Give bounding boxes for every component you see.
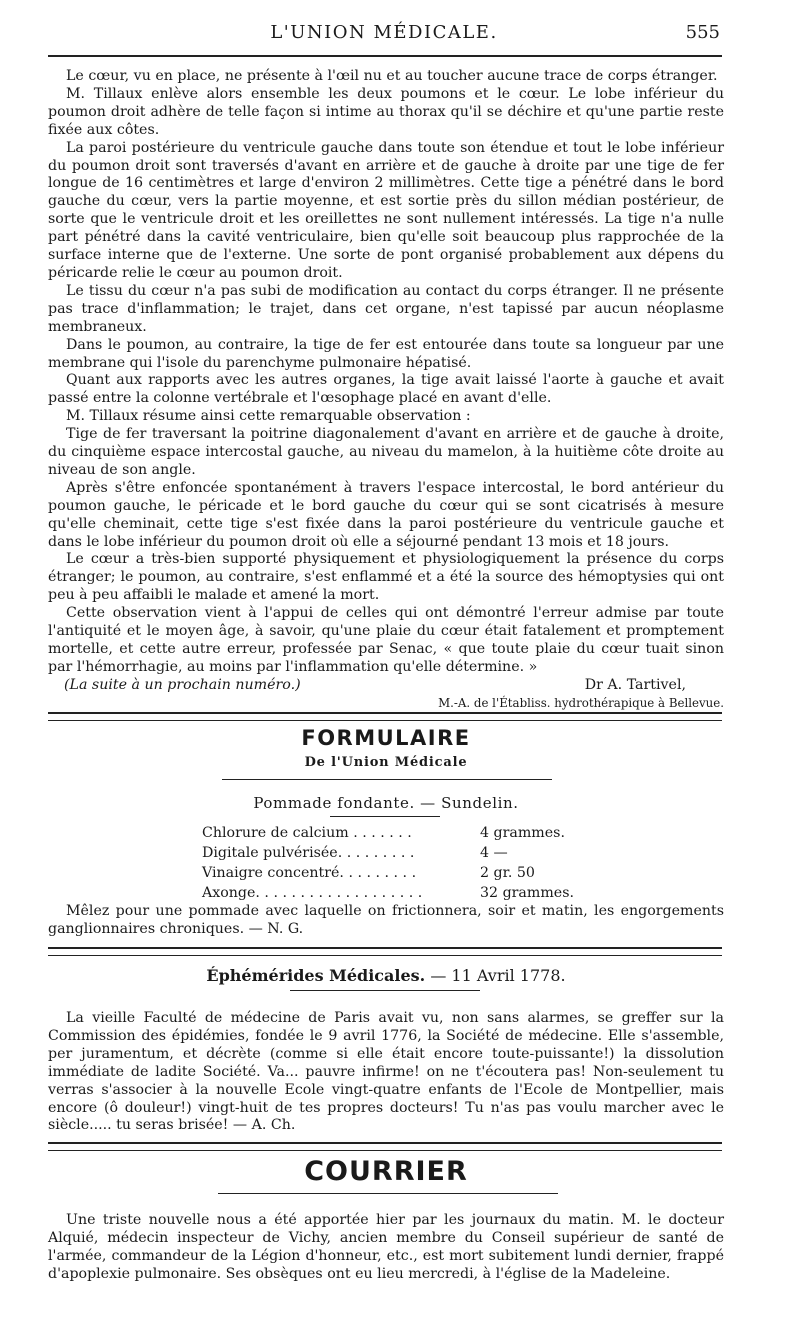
article-paragraph: Cette observation vient à l'appui de celles qui ont démontré l'erreur admise par toute l'antiquité et le moyen âge, à savoir, qu'une plaie du cœur était fatalement et promptement mortelle, et cette autre erreur, professée par Senac, « que toute plaie du cœur tuait sinon par l'hémorrhagie, au moins par l'inflammation qu'elle détermine. » (48, 605, 724, 675)
ingredient-row (202, 823, 622, 843)
article-paragraph: Quant aux rapports avec les autres organes, la tige avait laissé l'aorte à gauche et avait passé entre la colonne vertébrale et l'œsophage placé en avant d'elle. (48, 372, 724, 407)
article-paragraph: Le cœur, vu en place, ne présente à l'œil nu et au toucher aucune trace de corps étranger. (66, 68, 718, 84)
article-paragraph: Dans le poumon, au contraire, la tige de fer est entourée dans toute sa longueur par une membrane qui l'isole du parenchyme pulmonaire hépatisé. (48, 336, 724, 371)
courrier-rule (218, 1193, 558, 1194)
page-number: 555 (685, 22, 720, 43)
page-header (48, 22, 720, 50)
article-paragraph: Le tissu du cœur n'a pas subi de modification au contact du corps étranger. Il ne présente pas trace d'inflammation; le trajet, dans cet organe, n'est tapissé par aucun néoplasme membraneux. (48, 282, 724, 335)
ingredient-quantity: 4 grammes. (480, 825, 565, 841)
courrier-title: COURRIER (304, 1156, 468, 1187)
courrier-text: Une triste nouvelle nous a été apportée hier par les journaux du matin. M. le docteur Alquié, médecin inspecteur de Vichy, ancien membre du Conseil supérieur de santé de l'armée, commandeur de la Légion d'honneur, etc., est mort subitement lundi dernier, frappé d'apoplexie pulmonaire. Ses obsèques ont eu lieu mercredi, à l'église de la Madeleine. (48, 1212, 724, 1282)
ingredient-name: Axonge. . . . . . . . . . . . . . . . . . . (202, 885, 423, 901)
recipe-title: Pommade fondante. — Sundelin. (253, 794, 519, 812)
signature-row (48, 677, 724, 695)
ephemerides-date: — 11 Avril 1778. (430, 966, 566, 985)
ingredient-row (202, 883, 622, 903)
header-rule (48, 55, 722, 57)
ingredient-row (202, 863, 622, 883)
formulaire-subtitle: De l'Union Médicale (304, 755, 468, 770)
formulaire-rule (222, 779, 552, 780)
recipe-instructions-block (48, 903, 724, 939)
ephemerides-heading: Éphémérides Médicales. (206, 966, 426, 985)
article-paragraph: M. Tillaux enlève alors ensemble les deux poumons et le cœur. Le lobe inférieur du poumon droit adhère de telle façon si intime au thorax qu'il se déchire et qu'une partie reste fixée aux côtes. (48, 85, 724, 138)
ingredient-name: Vinaigre concentré. . . . . . . . . (202, 865, 417, 881)
courrier-body (48, 1212, 724, 1284)
article-body (48, 68, 724, 713)
author-name: Dr A. Tartivel, (584, 676, 686, 693)
recipe-rule (330, 816, 440, 817)
recipe-instructions: Mêlez pour une pommade avec laquelle on frictionnera, soir et matin, les engorgements ganglionnaires chroniques. — N. G. (48, 903, 724, 937)
ephemerides-body (48, 1010, 724, 1135)
section-divider (48, 1142, 722, 1151)
ephemerides-title (48, 966, 724, 985)
formulaire-title: FORMULAIRE (301, 726, 471, 750)
ingredient-name: Digitale pulvérisée. . . . . . . . . (202, 845, 415, 861)
continuation-note: (La suite à un prochain numéro.) (64, 676, 301, 693)
section-divider (48, 712, 722, 721)
section-divider (48, 947, 722, 956)
ingredient-quantity: 32 grammes. (480, 885, 574, 901)
ingredient-row (202, 843, 622, 863)
author-affiliation: M.-A. de l'Établiss. hydrothérapique à Bellevue. (438, 695, 724, 710)
ingredient-name: Chlorure de calcium . . . . . . . (202, 825, 412, 841)
ephemerides-text: La vieille Faculté de médecine de Paris avait vu, non sans alarmes, se greffer sur la Commission des épidémies, fondée le 9 avril 1776, la Société de médecine. Elle s'assemble, per juramentum, et décrète (comme si elle était encore toute-puissante!) la dissolution immédiate de ladite Société. Va... pauvre infirme! on ne t'écoutera pas! Non-seulement tu verras s'associer à la nouvelle Ecole vingt-quatre enfants de l'Ecole de Montpellier, mais encore (ô douleur!) vingt-huit de tes propres docteurs! Tu n'as pas voulu marcher avec le siècle..... tu seras brisée! — A. Ch. (48, 1010, 724, 1134)
journal-title: L'UNION MÉDICALE. (270, 22, 498, 43)
article-paragraph: Le cœur a très-bien supporté physiquement et physiologiquement la présence du corps étranger; le poumon, au contraire, s'est enflammé et a été la source des hémoptysies qui ont peu à peu affaibli le malade et amené la mort. (48, 551, 724, 604)
ephemerides-rule (290, 990, 480, 991)
ingredient-quantity: 2 gr. 50 (480, 865, 535, 881)
article-paragraph: Tige de fer traversant la poitrine diagonalement d'avant en arrière et de gauche à droite, du cinquième espace intercostal gauche, au niveau du mamelon, à la huitième côte droite au niveau de son angle. (48, 426, 724, 478)
ingredient-list (202, 823, 622, 903)
article-paragraph: Après s'être enfoncée spontanément à travers l'espace intercostal, le bord antérieur du poumon gauche, le péricade et le bord gauche du cœur qui se sont cicatrisés à mesure qu'elle cheminait, cette tige s'est fixée dans la paroi postérieure du ventricule gauche et dans le lobe inférieur du poumon droit où elle a séjourné pendant 13 mois et 18 jours. (48, 479, 724, 550)
article-paragraph: La paroi postérieure du ventricule gauche dans toute son étendue et tout le lobe inférieur du poumon droit sont traversés d'avant en arrière et de gauche à droite par une tige de fer longue de 16 centimètres et large d'environ 2 millimètres. Cette tige a pénétré dans le bord gauche du cœur, vers la partie moyenne, et est sortie près du sillon médian postérieur, de sorte que le ventricule droit et les oreillettes ne sont nullement intéressés. La tige n'a nulle part pénétré dans la cavité ventriculaire, bien qu'elle soit beaucoup plus rapprochée de la surface interne que de l'externe. Une sorte de pont organisé probablement aux dépens du péricarde relie le cœur au poumon droit. (48, 139, 724, 281)
article-paragraph: M. Tillaux résume ainsi cette remarquable observation : (66, 408, 471, 425)
ingredient-quantity: 4 — (480, 845, 508, 861)
